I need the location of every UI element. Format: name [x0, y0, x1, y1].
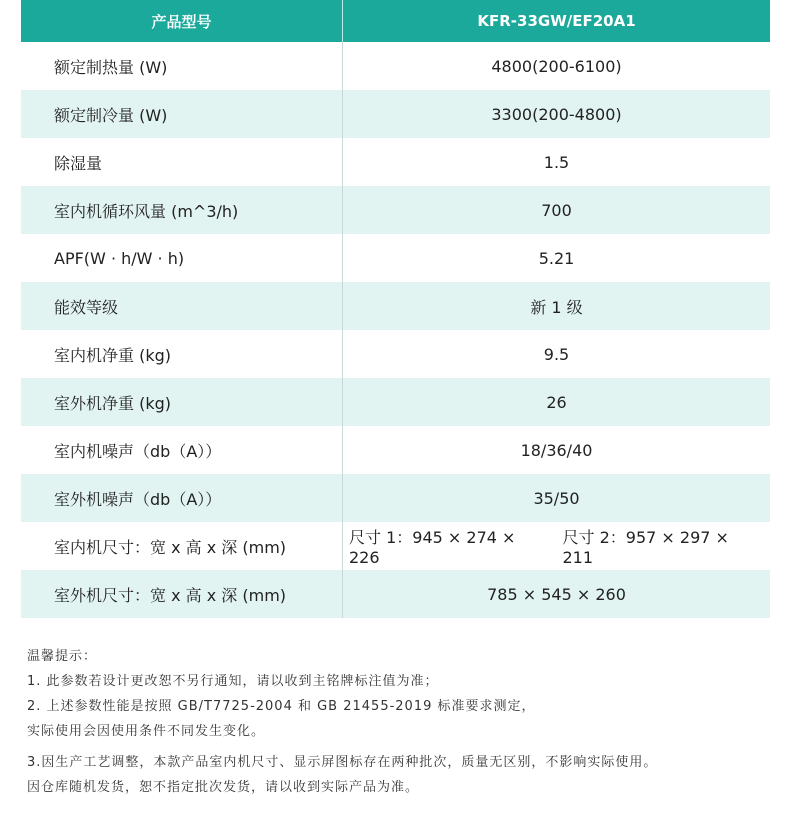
row-label: 室内机净重 (kg): [21, 330, 343, 378]
table-row: [21, 330, 770, 378]
row-label: 额定制冷量 (W): [21, 90, 343, 138]
row-value: 9.5: [543, 344, 570, 364]
table-row: [21, 570, 770, 618]
row-label: 除湿量: [21, 138, 343, 186]
size-variant-2: 尺寸 2：957 × 297 × 211: [562, 528, 729, 567]
row-value: 785 × 545 × 260: [487, 584, 626, 604]
table-row: [21, 522, 770, 570]
row-value: 1.5: [543, 152, 570, 172]
row-value: 新 1 级: [530, 297, 583, 317]
notes-title: 温馨提示：: [27, 649, 98, 664]
table-row: [21, 186, 770, 234]
note-line-1: 1. 此参数若设计更改恕不另行通知，请以收到主铭牌标注值为准；: [27, 674, 439, 689]
size-variant-1: 尺寸 1：945 × 274 × 226: [349, 528, 516, 567]
table-row: [21, 138, 770, 186]
row-label: 室内机尺寸：宽 x 高 x 深 (mm): [21, 522, 343, 570]
row-label: 室外机噪声（db（A））: [21, 474, 343, 522]
table-row: [21, 42, 770, 90]
table-row: [21, 426, 770, 474]
table-row: [21, 378, 770, 426]
note-line-2: 2. 上述参数性能是按照 GB/T7725-2004 和 GB 21455-2019 标准要求测定，: [27, 699, 536, 714]
header-model: KFR-33GW/EF20A1: [477, 12, 636, 30]
note-line-4: 3.因生产工艺调整，本款产品室内机尺寸、显示屏图标存在两种批次，质量无区别，不影响实际使用。: [27, 755, 658, 770]
table-row: [21, 282, 770, 330]
note-line-3: 实际使用会因使用条件不同发生变化。: [27, 724, 266, 739]
notes-section: [27, 644, 767, 800]
table-row: [21, 234, 770, 282]
row-value: 26: [546, 392, 567, 412]
row-label: 能效等级: [21, 282, 343, 330]
row-value: 35/50: [533, 488, 580, 508]
row-label: APF(W · h/W · h): [21, 234, 343, 282]
row-label: 室外机尺寸：宽 x 高 x 深 (mm): [21, 570, 343, 618]
table-row: [21, 90, 770, 138]
header-label: 产品型号: [21, 0, 343, 42]
row-value: 4800(200-6100): [491, 56, 622, 76]
spec-table: [21, 0, 770, 618]
row-value: [343, 522, 770, 570]
table-row: [21, 474, 770, 522]
row-value: 18/36/40: [520, 440, 593, 460]
row-value: 3300(200-4800): [491, 104, 622, 124]
row-label: 室内机循环风量 (m^3/h): [21, 186, 343, 234]
row-label: 室内机噪声（db（A））: [21, 426, 343, 474]
row-label: 室外机净重 (kg): [21, 378, 343, 426]
table-header: [21, 0, 770, 42]
row-label: 额定制热量 (W): [21, 42, 343, 90]
row-value: 700: [541, 200, 572, 220]
row-value: 5.21: [538, 248, 575, 268]
note-line-5: 因仓库随机发货，恕不指定批次发货，请以收到实际产品为准。: [27, 780, 420, 795]
